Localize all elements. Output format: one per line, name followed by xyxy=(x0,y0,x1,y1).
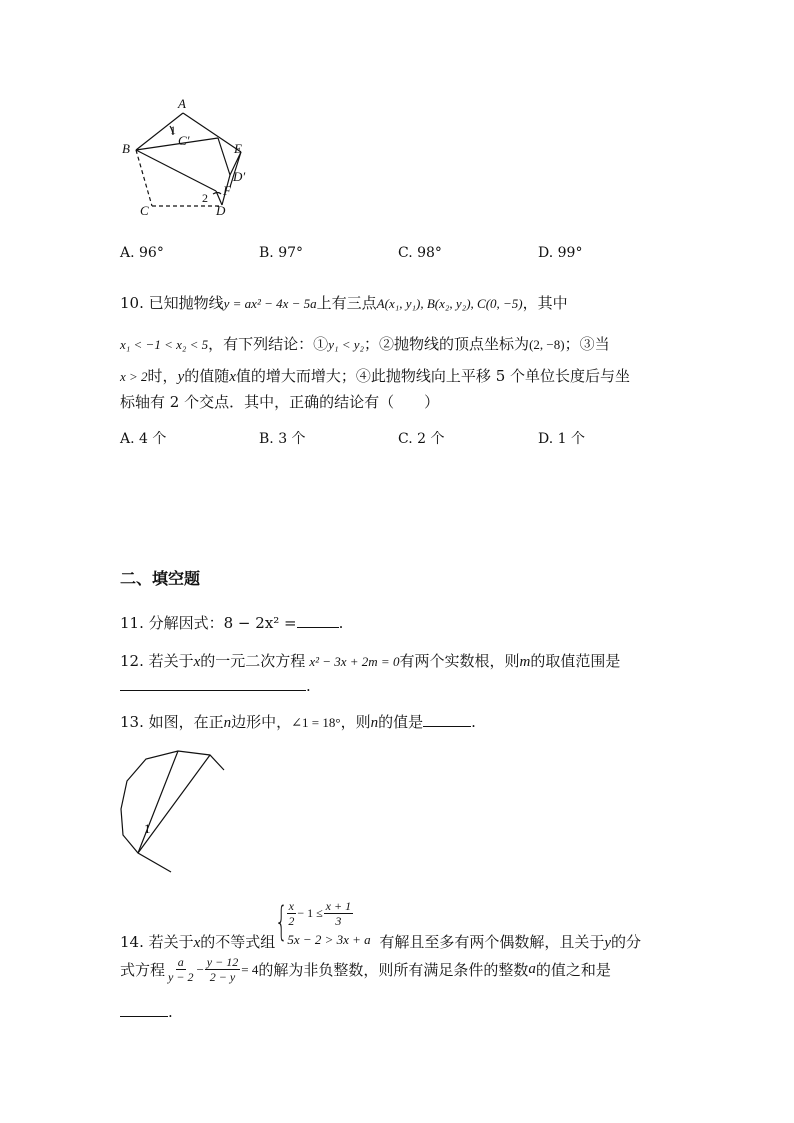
q14-a-var: a xyxy=(528,961,536,977)
q13-n2: n xyxy=(370,715,379,731)
q9-option-b: B. 97° xyxy=(259,245,304,261)
label-A: A xyxy=(178,96,186,111)
q10-prefix: 10. 已知抛物线 xyxy=(120,294,224,312)
q12-b: 的一元二次方程 xyxy=(200,652,306,670)
label-D: D xyxy=(216,203,226,218)
q14-line2 xyxy=(120,956,611,983)
q14-frac1 xyxy=(166,956,195,983)
q14-ineq1-mid: − 1 ≤ xyxy=(297,906,323,920)
label-C-prime: C′ xyxy=(178,133,190,148)
q10-y: y xyxy=(177,369,185,385)
label-E: E xyxy=(234,141,242,156)
q13 xyxy=(120,711,476,732)
q9-option-d: D. 99° xyxy=(538,245,583,261)
q10-option-d: D. 1 个 xyxy=(538,431,585,447)
q10-line1 xyxy=(120,292,568,313)
q12-line1 xyxy=(120,650,620,671)
q12-c: 有两个实数根，则 xyxy=(399,652,520,670)
q14-minus: − xyxy=(196,961,204,977)
q12-d: 的取值范围是 xyxy=(530,652,621,670)
q13-c: ，则 xyxy=(340,713,371,731)
q14-end: . xyxy=(168,1003,173,1021)
label-C: C xyxy=(140,203,149,218)
q14-frac2-num: y − 12 xyxy=(206,955,239,969)
q12-equation: x² − 3x + 2m = 0 xyxy=(309,654,400,669)
q10-condition: x₁ < −1 < x₂ < 5 xyxy=(120,337,209,352)
q11-answer-blank[interactable] xyxy=(297,613,339,628)
label-angle-2: 2 xyxy=(202,191,208,205)
q11 xyxy=(120,612,343,633)
q12-m: m xyxy=(519,654,531,670)
label-D-prime: D′ xyxy=(233,169,246,184)
q10-option-a: A. 4 个 xyxy=(120,431,167,447)
pentagon-fold-figure xyxy=(110,95,270,225)
q14-d: 的分 xyxy=(611,933,642,951)
q10-points: A(x₁, y₁), B(x₂, y₂), C(0, −5) xyxy=(376,296,523,311)
q10-mid7: 的值随 xyxy=(184,367,230,385)
q14-x: x xyxy=(193,935,201,951)
q13-b: 边形中， xyxy=(231,713,292,731)
q14-b: 的不等式组 xyxy=(200,933,276,951)
angle-1-label: 1 xyxy=(144,821,151,836)
q10-mid3: ，有下列结论：① xyxy=(208,335,329,353)
q12-a: 12. 若关于 xyxy=(120,652,194,670)
q10-line2 xyxy=(120,333,610,354)
q10-line3 xyxy=(120,365,630,386)
q11-text: 11. 分解因式：8 − 2x² = xyxy=(120,614,297,632)
q10-line4: 标轴有 2 个交点．其中，正确的结论有（ ） xyxy=(120,393,440,411)
q14-frac2 xyxy=(205,956,240,983)
q10-option-b: B. 3 个 xyxy=(259,431,306,447)
q10-x: x xyxy=(229,369,236,385)
q12-x: x xyxy=(193,654,201,670)
q10-cond3: x > 2 xyxy=(120,369,148,384)
q14-c: 有解且至多有两个偶数解，且关于 xyxy=(379,933,605,951)
q13-angle: ∠1 = 18° xyxy=(291,715,341,730)
q14-e: 式方程 xyxy=(120,961,166,979)
q14-line3 xyxy=(120,1002,173,1021)
q11-end: . xyxy=(338,614,344,632)
q14-ineq1-den-left: 2 xyxy=(288,914,295,928)
q10-mid2: ，其中 xyxy=(522,294,568,312)
q14-ineq1-num-right: x + 1 xyxy=(325,899,352,913)
q14-ineq2: 5x − 2 > 3x + a xyxy=(287,932,371,947)
label-angle-1: 1 xyxy=(170,123,176,137)
q14-g: 的值之和是 xyxy=(535,961,611,979)
label-F: F xyxy=(223,183,231,198)
q14-eq4: = 4 xyxy=(241,961,259,977)
q14-a: 14. 若关于 xyxy=(120,933,194,951)
q14-answer-blank[interactable] xyxy=(120,1002,168,1017)
q13-d: 的值是 xyxy=(378,713,424,731)
q9-option-c: C. 98° xyxy=(398,245,442,261)
label-B: B xyxy=(122,141,130,156)
q10-conclusion1: y₁ < y₂ xyxy=(328,337,365,352)
q14-ineq1-den-right: 3 xyxy=(335,914,342,928)
q14-line1 xyxy=(120,900,641,950)
q14-brace: { xyxy=(275,899,289,945)
q14-y: y xyxy=(604,935,611,951)
q10-mid4: ；②抛物线的顶点坐标为 xyxy=(364,335,530,353)
section-title-fill-in: 二、填空题 xyxy=(120,569,201,588)
q14-frac1-num: a xyxy=(177,955,184,969)
q13-answer-blank[interactable] xyxy=(423,712,471,727)
q14-frac1-den: y − 2 xyxy=(168,970,194,984)
q13-n: n xyxy=(223,715,232,731)
q14-ineq1-num-left: x xyxy=(288,899,294,913)
q10-vertex: (2, −8) xyxy=(529,337,565,352)
q10-mid6: 时， xyxy=(147,367,178,385)
q14-system xyxy=(275,900,379,950)
q12-end: . xyxy=(306,677,311,695)
q9-option-a: A. 96° xyxy=(120,245,164,261)
q10-mid8: 值的增大而增大；④此抛物线向上平移 5 个单位长度后与坐 xyxy=(235,367,631,385)
q14-f: 的解为非负整数，则所有满足条件的整数 xyxy=(258,961,529,979)
q14-ineq1 xyxy=(285,900,354,927)
q12-line2 xyxy=(120,676,311,695)
q14-frac2-den: 2 − y xyxy=(209,970,236,984)
q10-mid5: ；③当 xyxy=(564,335,610,353)
polygon-diagonal-figure xyxy=(110,745,240,880)
q12-answer-blank[interactable] xyxy=(120,676,306,691)
q10-mid1: 上有三点 xyxy=(316,294,377,312)
q13-end: . xyxy=(471,713,476,731)
q10-parabola: y = ax² − 4x − 5a xyxy=(223,296,317,311)
q10-option-c: C. 2 个 xyxy=(398,431,445,447)
q13-a: 13. 如图，在正 xyxy=(120,713,224,731)
